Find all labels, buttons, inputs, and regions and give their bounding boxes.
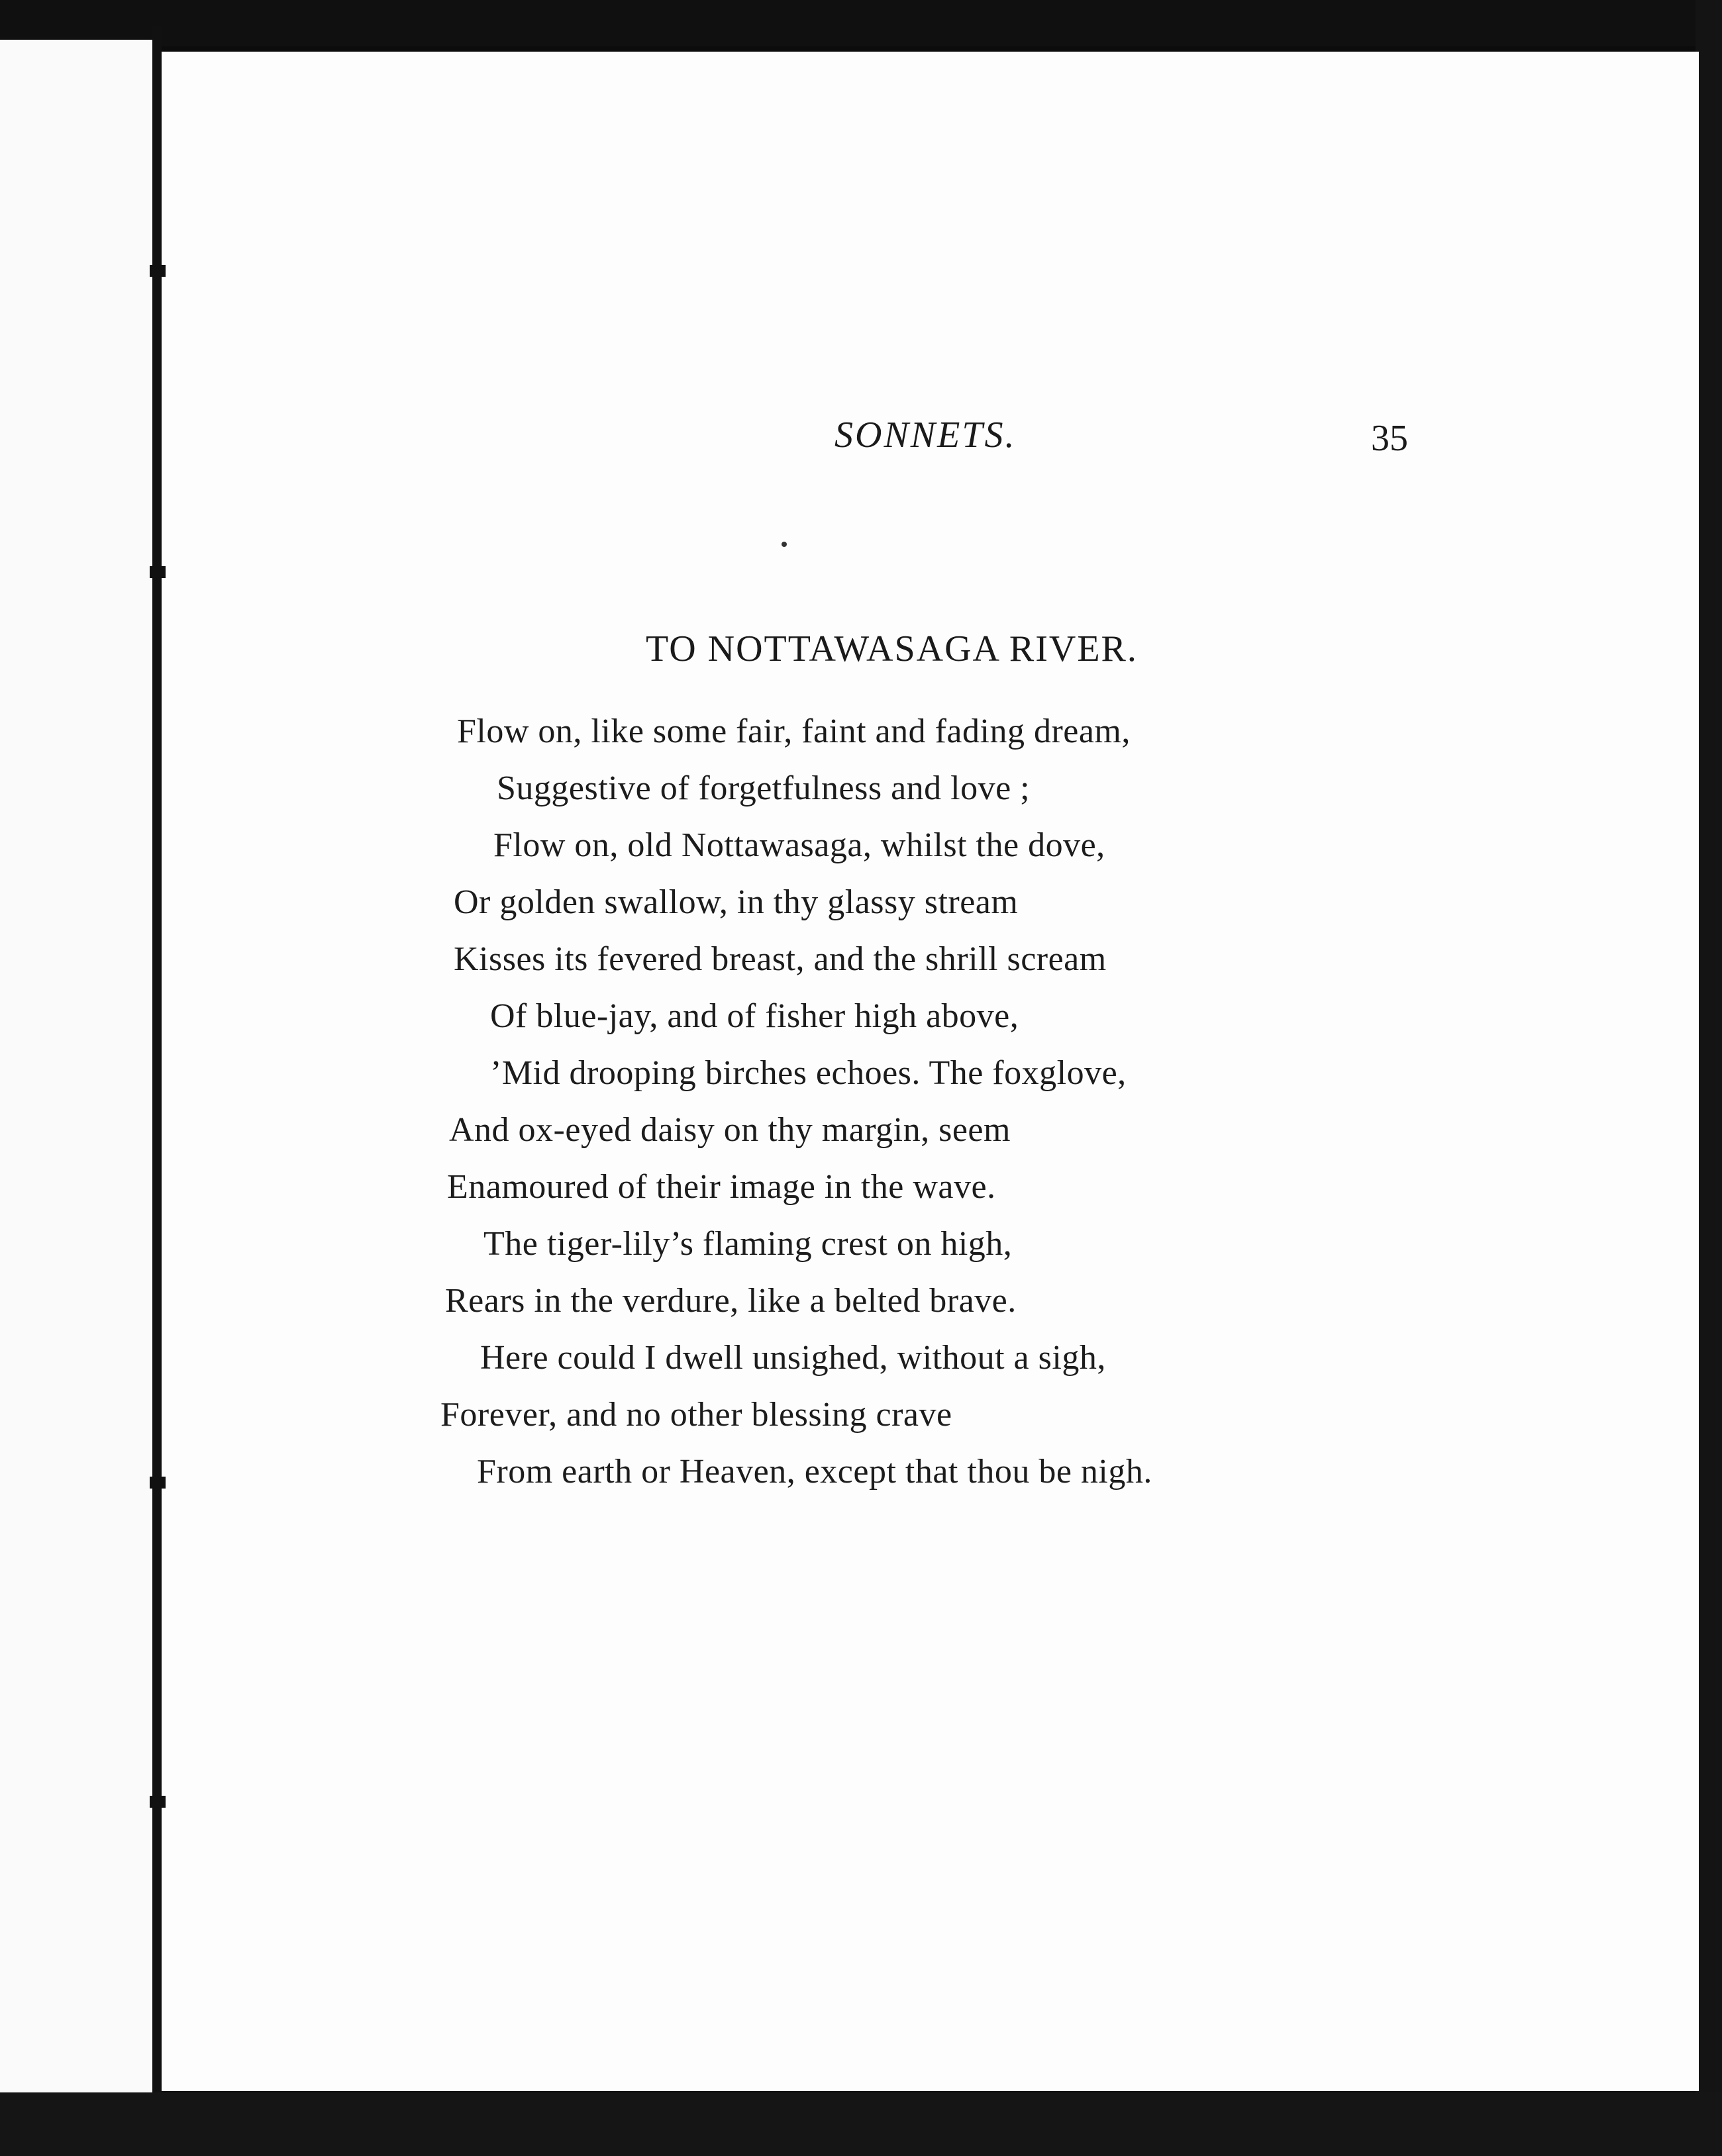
binding-mark <box>150 1477 166 1489</box>
binding-mark <box>150 265 166 277</box>
poem-line: Suggestive of forgetfulness and love ; <box>497 769 1031 807</box>
binding-mark <box>150 566 166 578</box>
poem-line: The tiger-lily’s flaming crest on high, <box>483 1225 1013 1263</box>
ink-speck <box>782 542 787 547</box>
poem-line: And ox-eyed daisy on thy margin, seem <box>449 1111 1011 1149</box>
poem-line: Forever, and no other blessing crave <box>440 1396 952 1434</box>
poem-line: ’Mid drooping birches echoes. The foxglove, <box>490 1054 1127 1092</box>
poem-line: Of blue-jay, and of fisher high above, <box>490 997 1019 1035</box>
binding-mark <box>150 1796 166 1808</box>
poem-line: From earth or Heaven, except that thou be nigh. <box>477 1453 1152 1491</box>
facing-page-edge <box>0 40 152 2106</box>
page-number: 35 <box>1371 418 1408 459</box>
poem-line: Enamoured of their image in the wave. <box>447 1168 996 1206</box>
poem-line: Or golden swallow, in thy glassy stream <box>454 883 1019 921</box>
scan-frame-right <box>1696 0 1722 2156</box>
poem-line: Kisses its fevered breast, and the shrill scream <box>454 940 1107 978</box>
running-head: SONNETS. <box>835 415 1017 456</box>
scan-frame-top <box>0 0 1722 46</box>
poem-line: Rears in the verdure, like a belted brave. <box>445 1282 1017 1320</box>
poem-line: Here could I dwell unsighed, without a sigh, <box>480 1339 1106 1377</box>
book-gutter <box>152 26 162 2099</box>
poem-title: TO NOTTAWASAGA RIVER. <box>646 628 1138 669</box>
poem-line: Flow on, old Nottawasaga, whilst the dove, <box>493 826 1105 864</box>
scan-frame-bottom <box>0 2092 1722 2156</box>
poem-line: Flow on, like some fair, faint and fading dream, <box>457 712 1131 750</box>
